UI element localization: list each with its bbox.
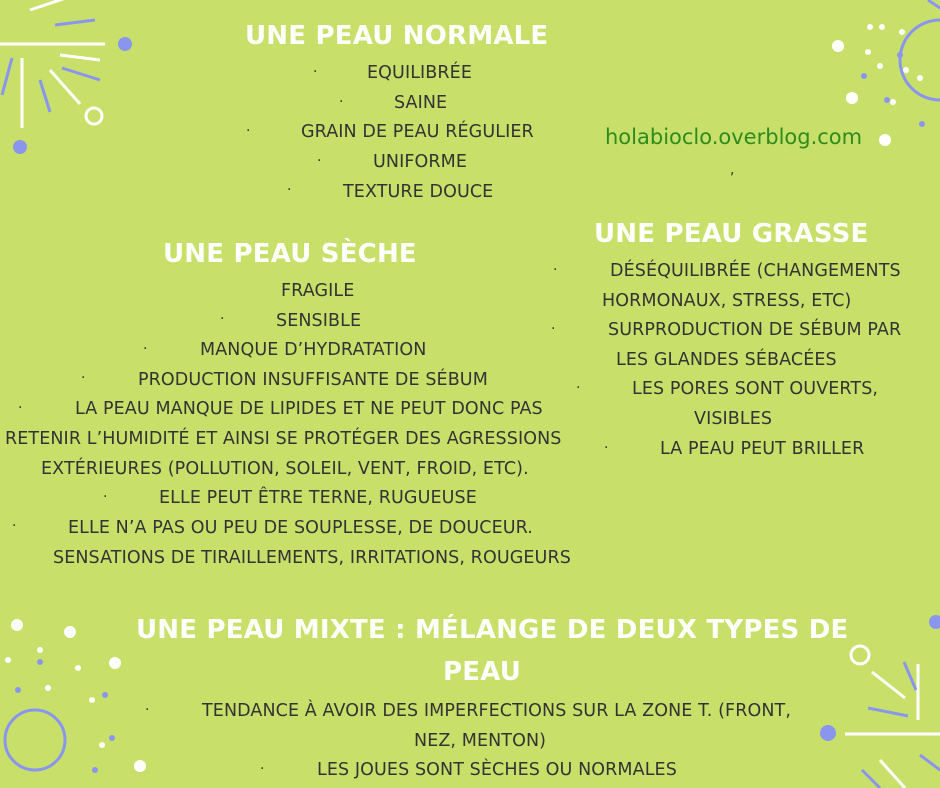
bullet: ·: [81, 370, 86, 386]
list-item-continuation: LES GLANDES SÉBACÉES: [616, 350, 837, 370]
list-item-continuation: EXTÉRIEURES (POLLUTION, SOLEIL, VENT, FROID, ETC).: [41, 459, 529, 479]
bullet: ·: [313, 64, 318, 80]
list-item-continuation: RETENIR L’HUMIDITÉ ET AINSI SE PROTÉGER DES AGRESSIONS: [5, 429, 562, 449]
list-item-continuation: HORMONAUX, STRESS, ETC): [602, 291, 852, 311]
list-item: FRAGILE: [281, 281, 355, 301]
bullet: ·: [317, 153, 322, 169]
firework-bottom-left: [5, 619, 146, 772]
bullet: ·: [18, 400, 23, 416]
list-item: SAINE: [394, 93, 448, 113]
bullet: ·: [220, 311, 225, 327]
heading-peau-grasse: UNE PEAU GRASSE: [594, 219, 869, 249]
list-item: EQUILIBRÉE: [367, 63, 472, 83]
list-item-continuation: NEZ, MENTON): [414, 731, 547, 751]
heading-peau-seche: UNE PEAU SÈCHE: [163, 239, 417, 269]
firework-bottom-right: [845, 646, 940, 788]
list-item: TENDANCE À AVOIR DES IMPERFECTIONS SUR LA ZONE T. (FRONT,: [202, 701, 791, 721]
heading-peau-normale: UNE PEAU NORMALE: [245, 21, 549, 51]
list-item: LES PORES SONT OUVERTS,: [632, 379, 879, 399]
list-item: PRODUCTION INSUFFISANTE DE SÉBUM: [138, 370, 488, 390]
list-item: MANQUE D’HYDRATATION: [200, 340, 427, 360]
bullet: ·: [260, 761, 265, 777]
bullet: ·: [551, 321, 556, 337]
bullet: ·: [287, 182, 292, 198]
bullet: ·: [604, 440, 609, 456]
watermark-url: holabioclo.overblog.com: [605, 125, 863, 149]
list-item: SURPRODUCTION DE SÉBUM PAR: [608, 320, 902, 340]
heading-peau-mixte-line2: PEAU: [443, 657, 522, 687]
firework-top-left: [0, 0, 105, 128]
bullet: ·: [553, 262, 558, 278]
list-item: GRAIN DE PEAU RÉGULIER: [301, 122, 534, 142]
bullet: ·: [103, 489, 108, 505]
list-item: ELLE PEUT ÊTRE TERNE, RUGUEUSE: [159, 488, 477, 508]
list-item: DÉSÉQUILIBRÉE (CHANGEMENTS: [610, 261, 901, 281]
bullet: ·: [143, 341, 148, 357]
bullet: ·: [246, 123, 251, 139]
list-item: SENSIBLE: [276, 311, 362, 331]
bullet: ·: [339, 94, 344, 110]
bullet: ·: [12, 518, 17, 534]
list-item: LA PEAU PEUT BRILLER: [660, 439, 865, 459]
list-item-continuation: SENSATIONS DE TIRAILLEMENTS, IRRITATIONS, ROUGEURS: [53, 548, 571, 568]
watermark-mark: ,: [730, 162, 735, 178]
list-item: LES JOUES SONT SÈCHES OU NORMALES: [317, 760, 677, 780]
bullet: ·: [576, 380, 581, 396]
list-item: ELLE N’A PAS OU PEU DE SOUPLESSE, DE DOUCEUR.: [68, 518, 533, 538]
list-item-continuation: VISIBLES: [694, 409, 773, 429]
bullet: ·: [145, 702, 150, 718]
heading-peau-mixte: UNE PEAU MIXTE : MÉLANGE DE DEUX TYPES DE: [136, 615, 849, 645]
list-item: TEXTURE DOUCE: [343, 182, 494, 202]
list-item: LA PEAU MANQUE DE LIPIDES ET NE PEUT DONC PAS: [75, 399, 543, 419]
list-item: UNIFORME: [373, 152, 468, 172]
